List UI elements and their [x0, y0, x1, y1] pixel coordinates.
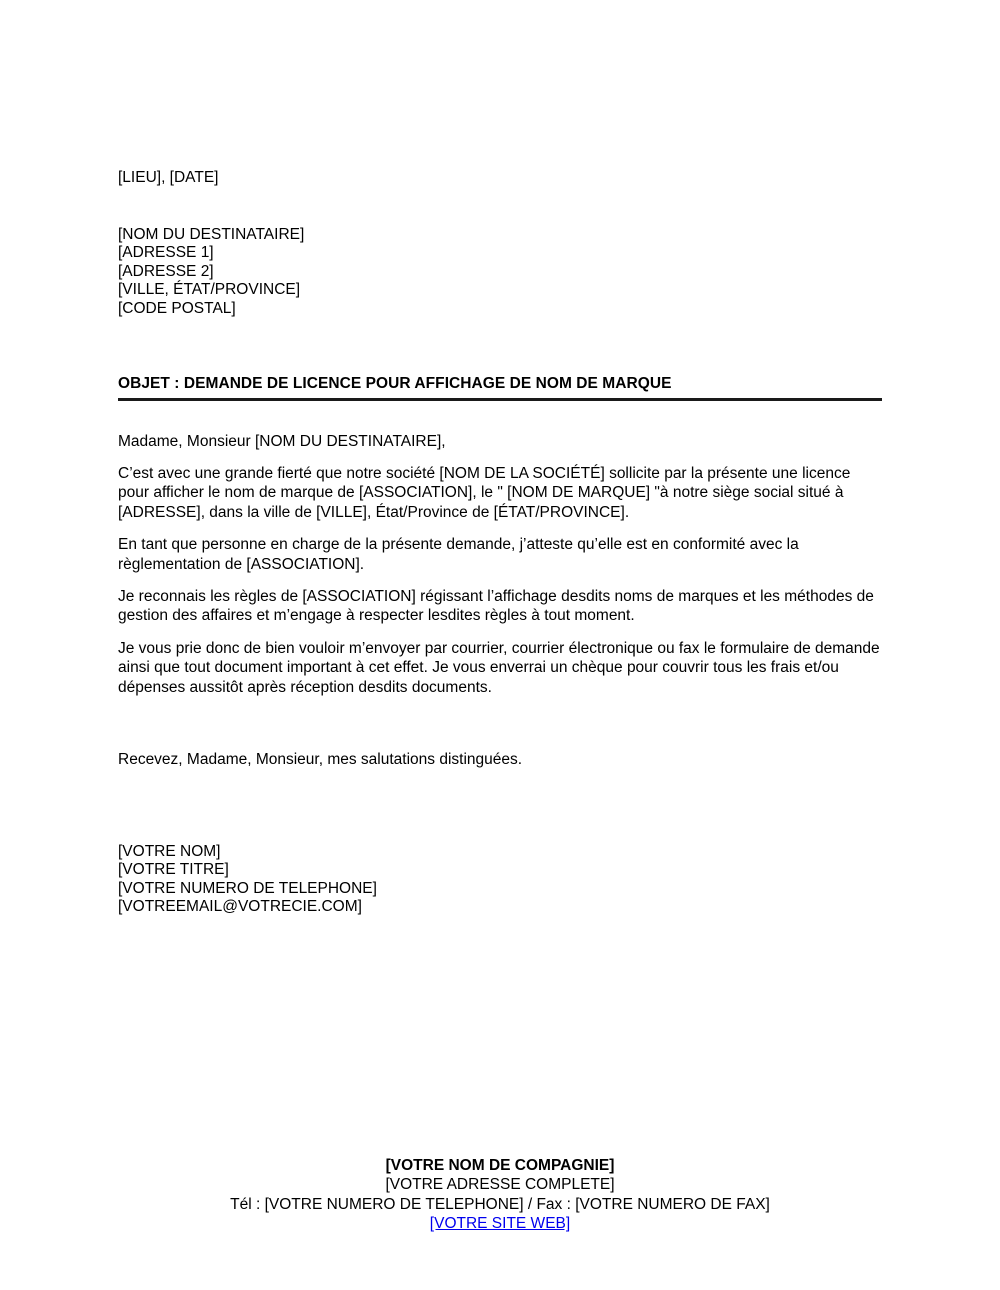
footer-website-link[interactable]: [VOTRE SITE WEB] — [429, 1215, 571, 1233]
body-paragraph-4: Je vous prie donc de bien vouloir m’envoyer par courrier, courrier électronique ou fax le formulaire de demande ainsi que tout document important à cet effet. Je vous enverrai un chèque pour couvrir tous les frais et/ou dépenses aussitôt après réception desdits documents. — [118, 639, 880, 696]
recipient-address-1: [ADRESSE 1] — [118, 244, 214, 262]
recipient-name: [NOM DU DESTINATAIRE] — [118, 226, 305, 243]
subject-heading: OBJET : DEMANDE DE LICENCE POUR AFFICHAGE DE NOM DE MARQUE — [118, 375, 672, 392]
recipient-address-block — [118, 226, 304, 318]
letter-body — [118, 432, 882, 697]
signature-phone: [VOTRE NUMERO DE TELEPHONE] — [118, 879, 377, 897]
salutation-line: Madame, Monsieur [NOM DU DESTINATAIRE], — [118, 433, 446, 450]
signature-email: [VOTREEMAIL@VOTRECIE.COM] — [118, 898, 362, 916]
footer-website-link-wrapper — [118, 1214, 882, 1233]
closing-line: Recevez, Madame, Monsieur, mes salutations distinguées. — [118, 751, 523, 768]
subject-divider-rule — [118, 398, 882, 401]
recipient-address-2: [ADRESSE 2] — [118, 262, 214, 280]
body-paragraph-3: Je reconnais les règles de [ASSOCIATION] régissant l’affichage desdits noms de marques et les méthodes de gestion des affaires et m’engage à respecter lesdites règles à tout moment. — [118, 588, 874, 625]
date-location-text: [LIEU], [DATE] — [118, 169, 219, 186]
footer-contact: Tél : [VOTRE NUMERO DE TELEPHONE] / Fax : [VOTRE NUMERO DE FAX] — [230, 1195, 770, 1213]
signature-title: [VOTRE TITRE] — [118, 861, 229, 879]
footer-address: [VOTRE ADRESSE COMPLETE] — [385, 1176, 615, 1194]
signature-name: [VOTRE NOM] — [118, 843, 221, 860]
body-paragraph-2: En tant que personne en charge de la présente demande, j’atteste qu’elle est en conformité avec la règlementation de [ASSOCIATION]. — [118, 536, 799, 573]
signature-block — [118, 843, 377, 917]
recipient-postal-code: [CODE POSTAL] — [118, 299, 236, 317]
page-footer — [118, 1156, 882, 1234]
recipient-city-state: [VILLE, ÉTAT/PROVINCE] — [118, 281, 301, 299]
body-paragraph-1: C’est avec une grande fierté que notre société [NOM DE LA SOCIÉTÉ] sollicite par la présente une licence pour afficher le nom de marque de [ASSOCIATION], le " [NOM DE MARQUE] "à notre siège social situé à [ADRESSE], dans la ville de [VILLE], État/Province de [ÉTAT/PROVINCE]. — [118, 465, 851, 521]
date-location-line — [118, 168, 219, 187]
footer-company-name: [VOTRE NOM DE COMPAGNIE] — [385, 1157, 615, 1174]
